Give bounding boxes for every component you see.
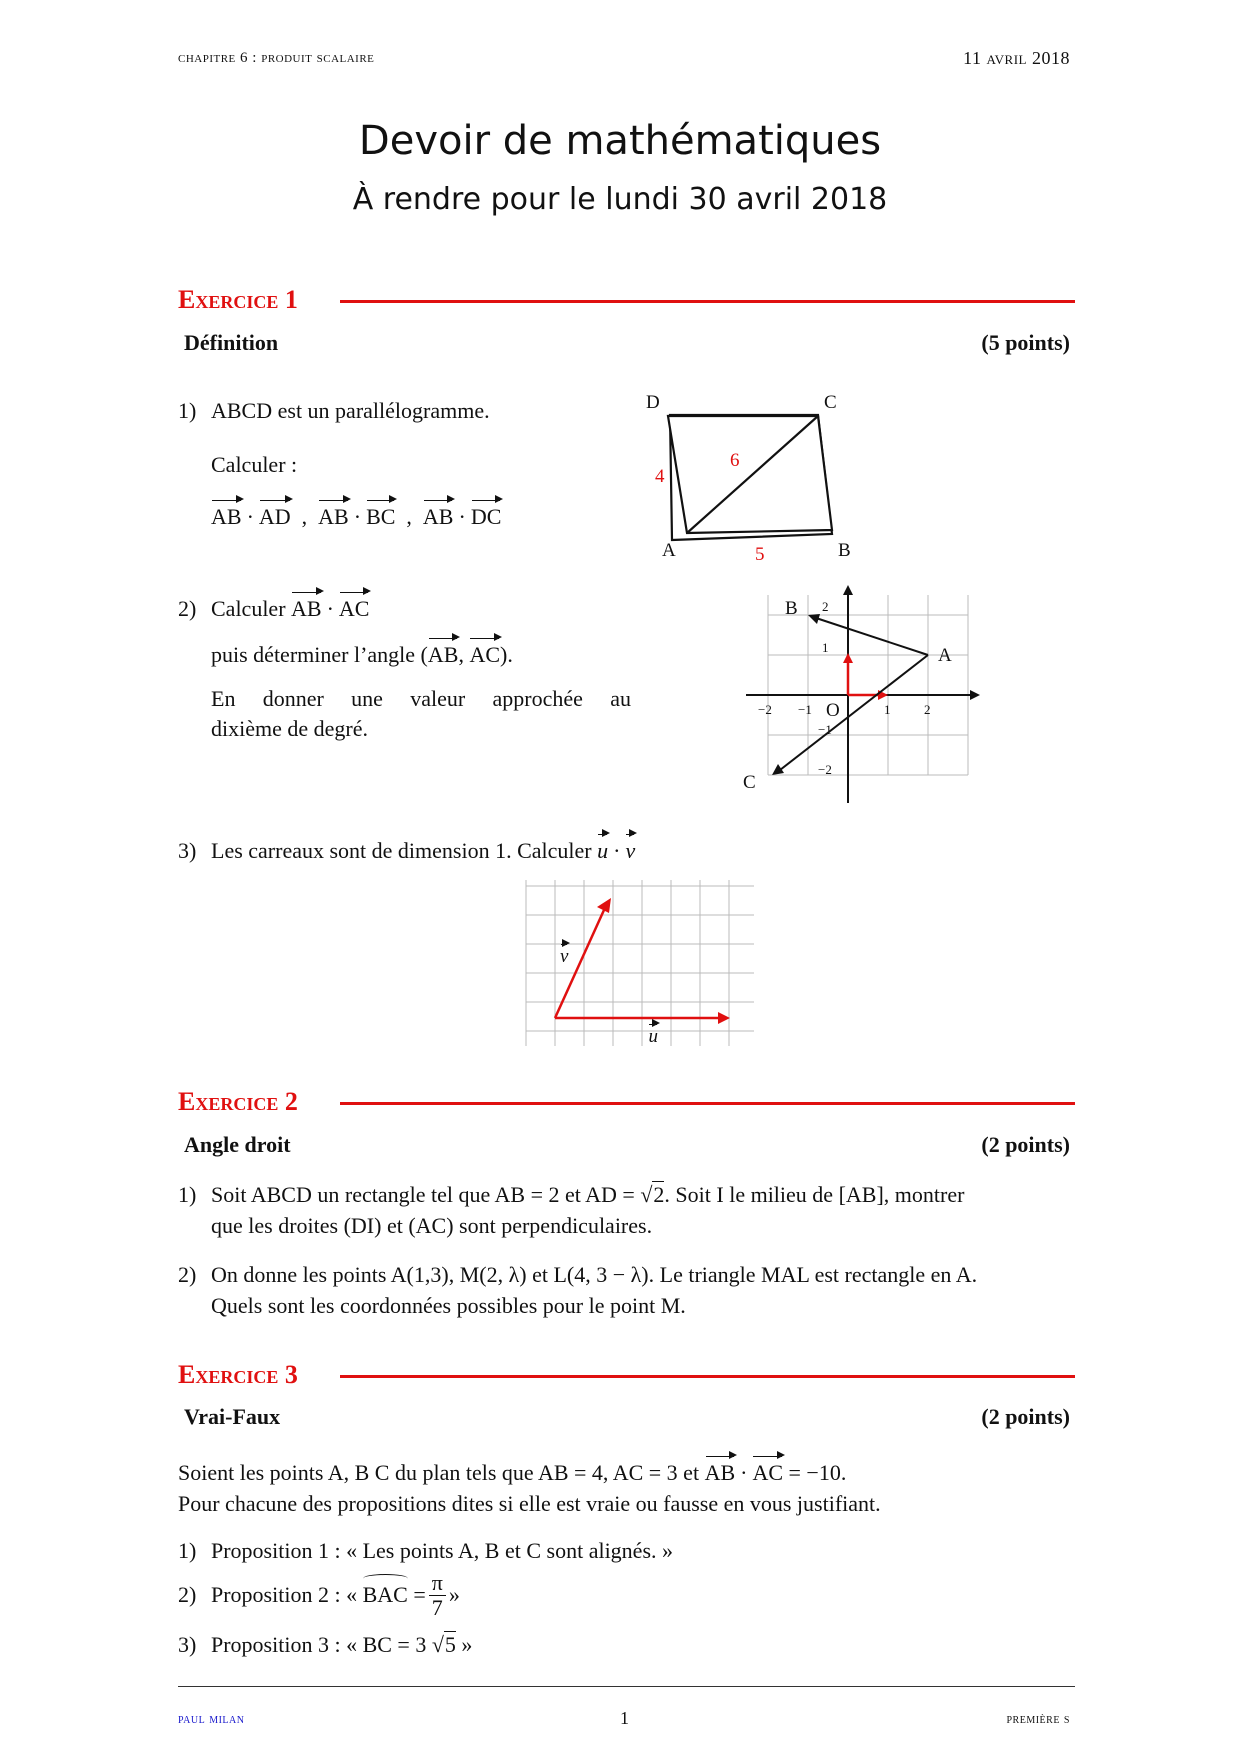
ex2-q1-post: . Soit I le milieu de [AB], montrer	[664, 1182, 965, 1207]
label-side-ab: 5	[755, 544, 765, 565]
ex1-q1-text: ABCD est un parallélogramme.	[211, 398, 490, 423]
exercise-3-title: Exercice 3	[178, 1360, 298, 1389]
sqrt-5-radicand: 5	[444, 1632, 456, 1657]
tick-x-minus2: −2	[758, 702, 772, 717]
ex3-p3-line	[211, 1630, 472, 1660]
angle-bac: BAC	[363, 1580, 408, 1610]
vector-ab: AB	[211, 502, 242, 532]
ex3-p1-text: Proposition 1 : « Les points A, B et C sont alignés. »	[211, 1538, 674, 1563]
ex1-q2-line2-comma: ,	[458, 642, 464, 667]
vector-ab: AB	[291, 594, 322, 624]
footer-rule	[178, 1686, 1075, 1687]
ex2-q1-pre: Soit ABCD un rectangle tel que AB = 2 et AD =	[211, 1182, 635, 1207]
ex2-q1-number: 1)	[178, 1182, 197, 1207]
header-chapter: chapitre 6 : produit scalaire	[178, 50, 375, 66]
label-d: D	[646, 392, 660, 413]
ex1-q2-line4: dixième de degré.	[211, 716, 368, 741]
axes-grid	[768, 595, 968, 775]
label-diag-ac: 6	[730, 450, 740, 471]
ex1-q2-pre: Calculer	[211, 596, 286, 621]
vector-u: u	[597, 836, 608, 866]
ex2-q2-line1: On donne les points A(1,3), M(2, λ) et L(4, 3 − λ). Le triangle MAL est rectangle en A.	[211, 1262, 978, 1287]
tick-y-minus2: −2	[818, 762, 832, 777]
sqrt-2: √2	[640, 1182, 665, 1207]
vector-ab: AB	[428, 640, 459, 670]
ex2-q1-line1	[211, 1180, 964, 1210]
ex3-intro-pre: Soient les points A, B C du plan tels que AB = 4, AC = 3 et	[178, 1460, 700, 1485]
y-axis-arrow	[843, 585, 853, 595]
exercise-2-title: Exercice 2	[178, 1087, 298, 1116]
exercise-3-rule	[340, 1375, 1075, 1378]
vector-ac: AC	[469, 640, 500, 670]
tick-y-2: 2	[822, 599, 829, 614]
label-side-ad: 4	[655, 466, 665, 487]
ex1-q2-line2-post: ).	[500, 642, 513, 667]
ex1-q2-number: 2)	[178, 596, 197, 621]
exercise-2-points: (2 points)	[981, 1132, 1070, 1157]
ex1-q2-line1: Calculer AB · AC	[211, 594, 369, 624]
ex3-p2-line	[211, 1562, 460, 1628]
arrow-b	[808, 614, 820, 624]
separator: ,	[301, 504, 308, 529]
ex3-p2-eq: =	[413, 1582, 426, 1607]
ex2-q2-number: 2)	[178, 1262, 197, 1287]
ex2-q2-line2: Quels sont les coordonnées possibles pour le point M.	[211, 1293, 686, 1318]
exercise-1-title: Exercice 1	[178, 285, 298, 314]
ex3-p3-pre: Proposition 3 : « BC = 3	[211, 1632, 427, 1657]
ex3-p2-pre: Proposition 2 : «	[211, 1582, 358, 1607]
exercise-2-subtitle: Angle droit	[184, 1132, 291, 1157]
x-axis-arrow	[970, 690, 980, 700]
exercise-1-subtitle: Définition	[184, 330, 279, 355]
page-title: Devoir de mathématiques	[358, 118, 882, 164]
exercise-3-points: (2 points)	[981, 1404, 1070, 1429]
fraction-numerator: π	[429, 1571, 446, 1596]
grid-label-v: v	[560, 946, 569, 967]
ex3-p1-number: 1)	[178, 1538, 197, 1563]
ex1-q2-line3: En donner une valeur approchée au	[211, 686, 631, 711]
parallelogram-outline	[668, 416, 832, 533]
vector-ac: AC	[752, 1458, 783, 1488]
grid-label-u: u	[648, 1026, 658, 1047]
ex1-q3-line: Les carreaux sont de dimension 1. Calculer u · v	[211, 836, 635, 866]
vector-ab: AB	[318, 502, 349, 532]
vector-ad: AD	[259, 502, 291, 532]
tick-x-1: 1	[884, 702, 891, 717]
axes-label-o: O	[826, 700, 840, 721]
label-b: B	[838, 540, 851, 561]
separator: ,	[406, 504, 412, 529]
exercise-1-points: (5 points)	[981, 330, 1070, 355]
ex3-p3-number: 3)	[178, 1632, 197, 1657]
ex3-intro-line1: Soient les points A, B C du plan tels que AB = 4, AC = 3 et AB · AC = −10.	[178, 1458, 846, 1488]
sqrt-5: √5	[431, 1632, 456, 1657]
ex1-q2-line2	[211, 640, 513, 670]
footer-level: première s	[1006, 1712, 1070, 1727]
vector-ab: AB	[423, 502, 454, 532]
vector-u-arrow	[718, 1012, 730, 1024]
header-date: 11 avril 2018	[963, 48, 1070, 68]
grid-figure	[520, 880, 760, 1050]
exercise-3-subtitle: Vrai-Faux	[184, 1404, 281, 1429]
axes-label-c: C	[743, 772, 756, 793]
ex1-q1-calculer: Calculer :	[211, 452, 298, 477]
axes-label-a: A	[938, 645, 952, 666]
tick-y-1: 1	[822, 640, 829, 655]
ex1-q1-products: AB · AD , AB · BC , AB · DC	[211, 502, 501, 532]
ex3-p2-post: »	[448, 1582, 460, 1607]
axes-figure	[740, 585, 980, 805]
vector-dc: DC	[471, 502, 502, 532]
tick-x-minus1: −1	[798, 702, 812, 717]
ex3-p2-number: 2)	[178, 1582, 197, 1607]
tick-y-minus1: −1	[818, 722, 832, 737]
ex1-q3-number: 3)	[178, 838, 197, 863]
vector-ab: AB	[705, 1458, 736, 1488]
footer-page-number: 1	[620, 1708, 629, 1728]
ex1-q1-number: 1)	[178, 398, 197, 423]
fraction-pi-7	[429, 1571, 446, 1620]
ex3-intro-post: = −10.	[788, 1460, 847, 1485]
exercise-2-rule	[340, 1102, 1075, 1105]
ex3-intro-line2: Pour chacune des propositions dites si elle est vraie ou fausse en vous justifiant.	[178, 1491, 881, 1516]
ex2-q1-line2: que les droites (DI) et (AC) sont perpendiculaires.	[211, 1213, 653, 1238]
vector-v: v	[625, 836, 635, 866]
tick-x-2: 2	[924, 702, 931, 717]
label-c: C	[824, 392, 837, 413]
fraction-denominator: 7	[431, 1594, 443, 1620]
exercise-1-rule	[340, 300, 1075, 303]
axes-label-b: B	[785, 598, 798, 619]
vector-ac: AC	[339, 594, 370, 624]
footer-author: paul milan	[178, 1712, 245, 1727]
page-subtitle: À rendre pour le lundi 30 avril 2018	[352, 182, 888, 217]
ex1-q3-text: Les carreaux sont de dimension 1. Calculer	[211, 838, 592, 863]
label-a: A	[662, 540, 676, 561]
ex1-q2-line2-pre: puis déterminer l’angle (	[211, 642, 428, 667]
sqrt-2-radicand: 2	[653, 1182, 665, 1207]
segment-ab	[816, 618, 928, 655]
ex3-p3-post: »	[461, 1632, 473, 1657]
vector-bc: BC	[366, 502, 395, 532]
